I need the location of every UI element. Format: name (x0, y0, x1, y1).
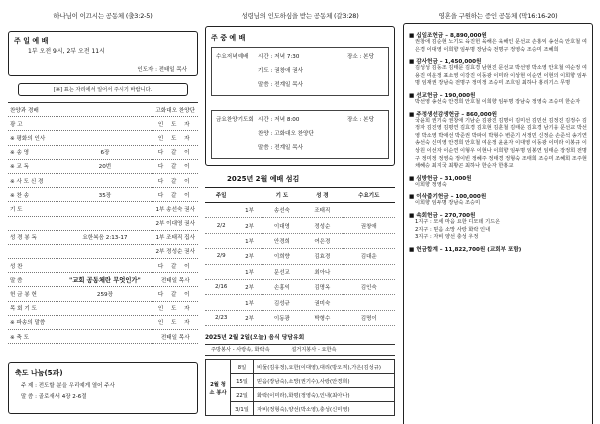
monthly-header-cell: 성 경 (302, 188, 342, 203)
monthly-date (205, 264, 237, 279)
order-person: 1부 조태직 집사 (152, 230, 198, 244)
offering-heading: ■ 감사헌금 – 1,450,000원 (409, 59, 482, 66)
order-detail (57, 259, 152, 273)
order-detail (57, 117, 152, 131)
monthly-row (205, 233, 395, 248)
cleaning-table (205, 359, 395, 416)
offering-heading: ■ 십일조헌금 – 8,890,000원 (409, 33, 487, 39)
blessing-topic: 주 제 : 전도할 분을 우리예게 열어 주사 (21, 383, 115, 389)
cleaning-date: 22일 (231, 388, 254, 402)
cleaning-row (206, 360, 395, 374)
wed-sermon: 말씀 : 전계일 목사 (258, 82, 304, 88)
monthly-prayer: 안경희 (262, 233, 302, 248)
cleaning-date: 3/1일 (231, 402, 254, 416)
cleaning-groups: 자비(정형숙),양선(박소영),충성(신미영) (254, 402, 395, 416)
service-times: 1부 오전 9시, 2부 오전 11시 (28, 48, 105, 55)
cleaning-row (206, 388, 395, 402)
order-person: 인 도 자 (152, 131, 198, 145)
monthly-part: 1부 (237, 203, 261, 218)
monthly-prayer: 이동광 (262, 310, 302, 325)
wed-name: 수요저녁예배 (216, 54, 249, 60)
blessing-heading: 축도 나눔(5과) (15, 369, 63, 377)
monthly-prayer: 김성규 (262, 295, 302, 310)
monthly-part: 2부 (237, 279, 261, 294)
order-person: 인 도 자 (152, 315, 198, 329)
monthly-date: 2/9 (205, 249, 237, 264)
friday-service (211, 110, 389, 159)
monthly-prayer: 손홍익 (262, 279, 302, 294)
monthly-header-cell (237, 188, 261, 203)
offering-names: 이희향 임두명 장남숙 조승미 (415, 200, 481, 207)
order-row (8, 259, 198, 273)
monthly-wed: 김명이 (343, 310, 395, 325)
weekly-heading: 주 중 예 배 (211, 34, 246, 42)
order-row (8, 273, 198, 287)
cleaning-date: 15일 (231, 374, 254, 388)
column-title: 성령님의 인도하심을 받는 공동체 (갈3:28) (241, 12, 359, 20)
cleaning-groups: 비둘(김유정),요한(이대영),대리(방오직),가은(김성규) (254, 360, 395, 374)
order-detail (57, 202, 152, 216)
standing-note: [※] 표는 자리에서 일어서 주시기 바랍니다. (18, 83, 188, 96)
order-row (8, 244, 198, 258)
monthly-row (205, 295, 395, 310)
order-item: ※ 송 영 (8, 145, 57, 159)
order-person: 다 같 이 (152, 159, 198, 173)
order-person: 2부 이대영 권사 (152, 216, 198, 230)
order-person: 다 같 이 (152, 145, 198, 159)
order-item: 헌 금 봉 헌 (8, 287, 57, 301)
wednesday-service (211, 47, 389, 96)
monthly-prayer: 문선교 (262, 264, 302, 279)
order-person: 고화대오 찬양단 (152, 103, 198, 117)
monthly-header-cell: 수요기도 (343, 188, 395, 203)
fri-place: 장소 : 본당 (346, 117, 374, 123)
offering-names: 이희향 정영숙 (415, 181, 447, 188)
order-person: 전태일 목사 (152, 330, 198, 344)
monthly-bible: 김명옥 (302, 279, 342, 294)
order-detail (57, 330, 152, 344)
order-detail: 요한복음 2:13-17 (57, 230, 152, 244)
order-row (8, 216, 198, 230)
sunday-schedule-box (8, 31, 198, 76)
monthly-bible: 조태직 (302, 203, 342, 218)
kitchen-duty: 주방봉사 - 사랑속, 화락속 (211, 347, 270, 354)
monthly-date (205, 295, 237, 310)
monthly-header-cell: 기 도 (262, 188, 302, 203)
blessing-box (8, 362, 198, 414)
offering-names: 국윤희 권기숙 권창애 기남순 김광진 김명이 김미선 김민선 김정진 김정수 김정자 김진영 김평연 김효경 김호현 김훈철 김태운 김효경 남기웅 문선교 박선영 박소영 박애선 박준권 박파이 박형수 변준기 서정민 신정순 손준석 송기연 송선숙 신미영 안경희 안호철 여운정 윤윤자 이대영 이동광 이미라 이봉규 이상원 이선자 이순연 이형우 이현나 이희향 임두명 임봉연 임태순 장정희 전명구 정미정 정영숙 정이빈 정혜주 정태경 정형숙 조태희 조승미 조혜희 조주현 채혜승 최지국 최황곤 최하나 한순자 한홍교 (415, 117, 587, 170)
order-row (8, 159, 198, 173)
monthly-date (205, 203, 237, 218)
monthly-wed (343, 233, 395, 248)
monthly-date: 2/23 (205, 310, 237, 325)
offering-names: 박선영 송선숙 안경희 안호철 이희향 임두명 장남숙 정영숙 조승미 한순자 (415, 98, 581, 105)
cleaning-groups: 믿음(장남숙),소망(권기수),사랑(안경희) (254, 374, 395, 388)
order-item: ※ 사 도 신 경 (8, 173, 57, 187)
monthly-row (205, 264, 395, 279)
order-item: 말 씀 (8, 273, 57, 287)
sunday-heading: 주 일 예 배 (14, 37, 49, 45)
monthly-header (205, 188, 395, 203)
monthly-bible: 정성순 (302, 218, 342, 233)
cleaning-row (206, 402, 395, 416)
monthly-bible: 여은경 (302, 233, 342, 248)
monthly-header-cell: 주일 (205, 188, 237, 203)
wed-time: 시간 : 저녁 7:30 (258, 54, 300, 60)
cleaning-row (206, 374, 395, 388)
monthly-bible: 박형수 (302, 310, 342, 325)
blessing-verse: 말 씀 : 골로새서 4장 2-6절 (21, 394, 87, 400)
order-row (8, 330, 198, 344)
order-detail (57, 301, 152, 315)
wed-place: 장소 : 본당 (346, 54, 374, 60)
order-item: ※ 교 독 (8, 159, 57, 173)
order-detail (57, 315, 152, 329)
order-detail: 6장 (57, 145, 152, 159)
order-item: ※ 파송의 말씀 (8, 315, 57, 329)
monthly-part: 1부 (237, 264, 261, 279)
monthly-bible: 김효경 (302, 249, 342, 264)
column-worship-order (8, 0, 198, 424)
order-detail (57, 244, 152, 258)
column-weekly (205, 0, 395, 424)
order-item: 목 회 기 도 (8, 301, 57, 315)
offering-names: 권창애 김순현 노기도 육진헌 육해은 육해인 문선교 손홍익 송선숙 안호철 여은경 이대영 이희향 임두명 장남숙 전명구 정영숙 조승미 조혜희 (415, 39, 587, 53)
order-row (8, 301, 198, 315)
monthly-row (205, 218, 395, 233)
monthly-prayer: 송선숙 (262, 203, 302, 218)
fri-name: 금요찬양기도회 (216, 117, 254, 123)
order-person: 다 같 이 (152, 173, 198, 187)
monthly-wed (343, 295, 395, 310)
monthly-row (205, 203, 395, 218)
weekly-worship-box (205, 26, 395, 166)
monthly-prayer: 이희향 (262, 249, 302, 264)
monthly-date (205, 233, 237, 248)
order-detail: 20번 (57, 159, 152, 173)
offering-names: 3지구 : 자비 양선 충성 우정 (415, 234, 479, 241)
monthly-date: 2/2 (205, 218, 237, 233)
order-person: 2부 정성순 권사 (152, 244, 198, 258)
order-row (8, 117, 198, 131)
monthly-part: 2부 (237, 218, 261, 233)
dish-duty: 설거지봉사 - 요한속 (291, 347, 337, 354)
monthly-prayer: 이대영 (262, 218, 302, 233)
offering-names: 1지구 : 모세 마음 요한 디모데 기드온 (415, 218, 501, 225)
order-row (8, 287, 198, 301)
order-item: 광 고 (8, 117, 57, 131)
fri-sermon: 말씀 : 전계일 목사 (258, 145, 304, 151)
order-table (8, 102, 198, 344)
monthly-date: 2/16 (205, 279, 237, 294)
order-detail (57, 131, 152, 145)
offering-heading: ■ 심방헌금 – 31,000원 (409, 175, 472, 182)
service-row (205, 344, 395, 356)
cleaning-label: 2월 청소 봉사 (206, 360, 231, 416)
cleaning-date: 8일 (231, 360, 254, 374)
wed-prayer: 기도 : 권창애 권사 (258, 68, 304, 74)
order-item: 성 경 봉 독 (8, 230, 57, 244)
order-item: ※ 축 도 (8, 330, 57, 344)
monthly-wed: 권창애 (343, 218, 395, 233)
monthly-wed: 김대운 (343, 249, 395, 264)
order-item: 기 도 (8, 202, 57, 216)
order-row (8, 188, 198, 202)
order-row (8, 230, 198, 244)
offering-box (403, 23, 593, 424)
monthly-part: 2부 (237, 249, 261, 264)
order-person: 다 같 이 (152, 287, 198, 301)
monthly-wed: 김인숙 (343, 279, 395, 294)
offering-heading: ■ 헌금합계 – 11,822,700원 (교회부 포함) (409, 246, 522, 253)
order-detail: "교회 공동체란 무엇인가" (57, 273, 152, 287)
offering-heading: ■ 주정생선감생헌금 – 860,000원 (409, 111, 498, 118)
order-row (8, 145, 198, 159)
order-item (8, 216, 57, 230)
order-row (8, 103, 198, 117)
order-row (8, 131, 198, 145)
monthly-part: 2부 (237, 310, 261, 325)
monthly-part: 1부 (237, 233, 261, 248)
monthly-row (205, 249, 395, 264)
monthly-part: 1부 (237, 295, 261, 310)
order-detail (57, 103, 152, 117)
offering-names: 2지구 : 믿음 소망 사랑 화락 인내 (415, 226, 491, 233)
order-item: ※ 평화의 인사 (8, 131, 57, 145)
order-item: 찬양과 경배 (8, 103, 57, 117)
column-title: 하나님이 이끄시는 공동체 (출3:2-5) (53, 12, 153, 20)
order-item (8, 244, 57, 258)
monthly-heading: 2025년 2월 예배 섬김 (227, 175, 300, 183)
order-person: 인 도 자 (152, 301, 198, 315)
order-row (8, 315, 198, 329)
order-person: 전태일 목사 (152, 273, 198, 287)
monthly-row (205, 310, 395, 325)
monthly-wed (343, 264, 395, 279)
monthly-wed (343, 203, 395, 218)
order-person: 다 같 이 (152, 188, 198, 202)
order-person: 1부 송선숙 권사 (152, 202, 198, 216)
fri-praise: 찬양 : 고화대오 찬양단 (258, 131, 314, 137)
fri-time: 시간 : 저녁 8:00 (258, 117, 300, 123)
order-item: 성 찬 (8, 259, 57, 273)
order-person: 인 도 자 (152, 117, 198, 131)
offering-names: 김성성 김동조 김태문 김효경 남현진 문선교 박선영 박소영 안호철 여순정 여용진 여운정 표소영 이강진 이동광 이미라 이상현 이순연 이현의 이희향 임두명 임재권 장남숙 전명구 정미정 조승미 조흐임 최하나 홍리기스 무명 (415, 65, 587, 87)
monthly-bible: 권미숙 (302, 295, 342, 310)
leader: 인도자 : 전태일 목사 (137, 67, 187, 73)
order-detail: 259장 (57, 287, 152, 301)
offering-heading: ■ 이삭줍기헌금 – 100,000원 (409, 194, 487, 201)
order-person: 다 같 이 (152, 259, 198, 273)
order-detail (57, 173, 152, 187)
column-title: 영혼을 구원하는 증인 공동체 (막16:16-20) (438, 12, 558, 20)
order-detail (57, 216, 152, 230)
column-offering (403, 0, 593, 424)
monthly-row (205, 279, 395, 294)
monthly-bible: 최아나 (302, 264, 342, 279)
cleaning-groups: 화락(이미라),화평(정영숙),인내(최아나) (254, 388, 395, 402)
order-item: ※ 찬 송 (8, 188, 57, 202)
monthly-table (205, 187, 395, 326)
service-title: 2025년 2월 2일(오늘) 음식 당담유회 (205, 335, 305, 342)
order-row (8, 202, 198, 216)
offering-heading: ■ 선교헌금 – 190,000원 (409, 92, 476, 99)
order-detail: 35장 (57, 188, 152, 202)
order-row (8, 173, 198, 187)
offering-heading: ■ 속회헌금 – 270,700원 (409, 212, 476, 219)
